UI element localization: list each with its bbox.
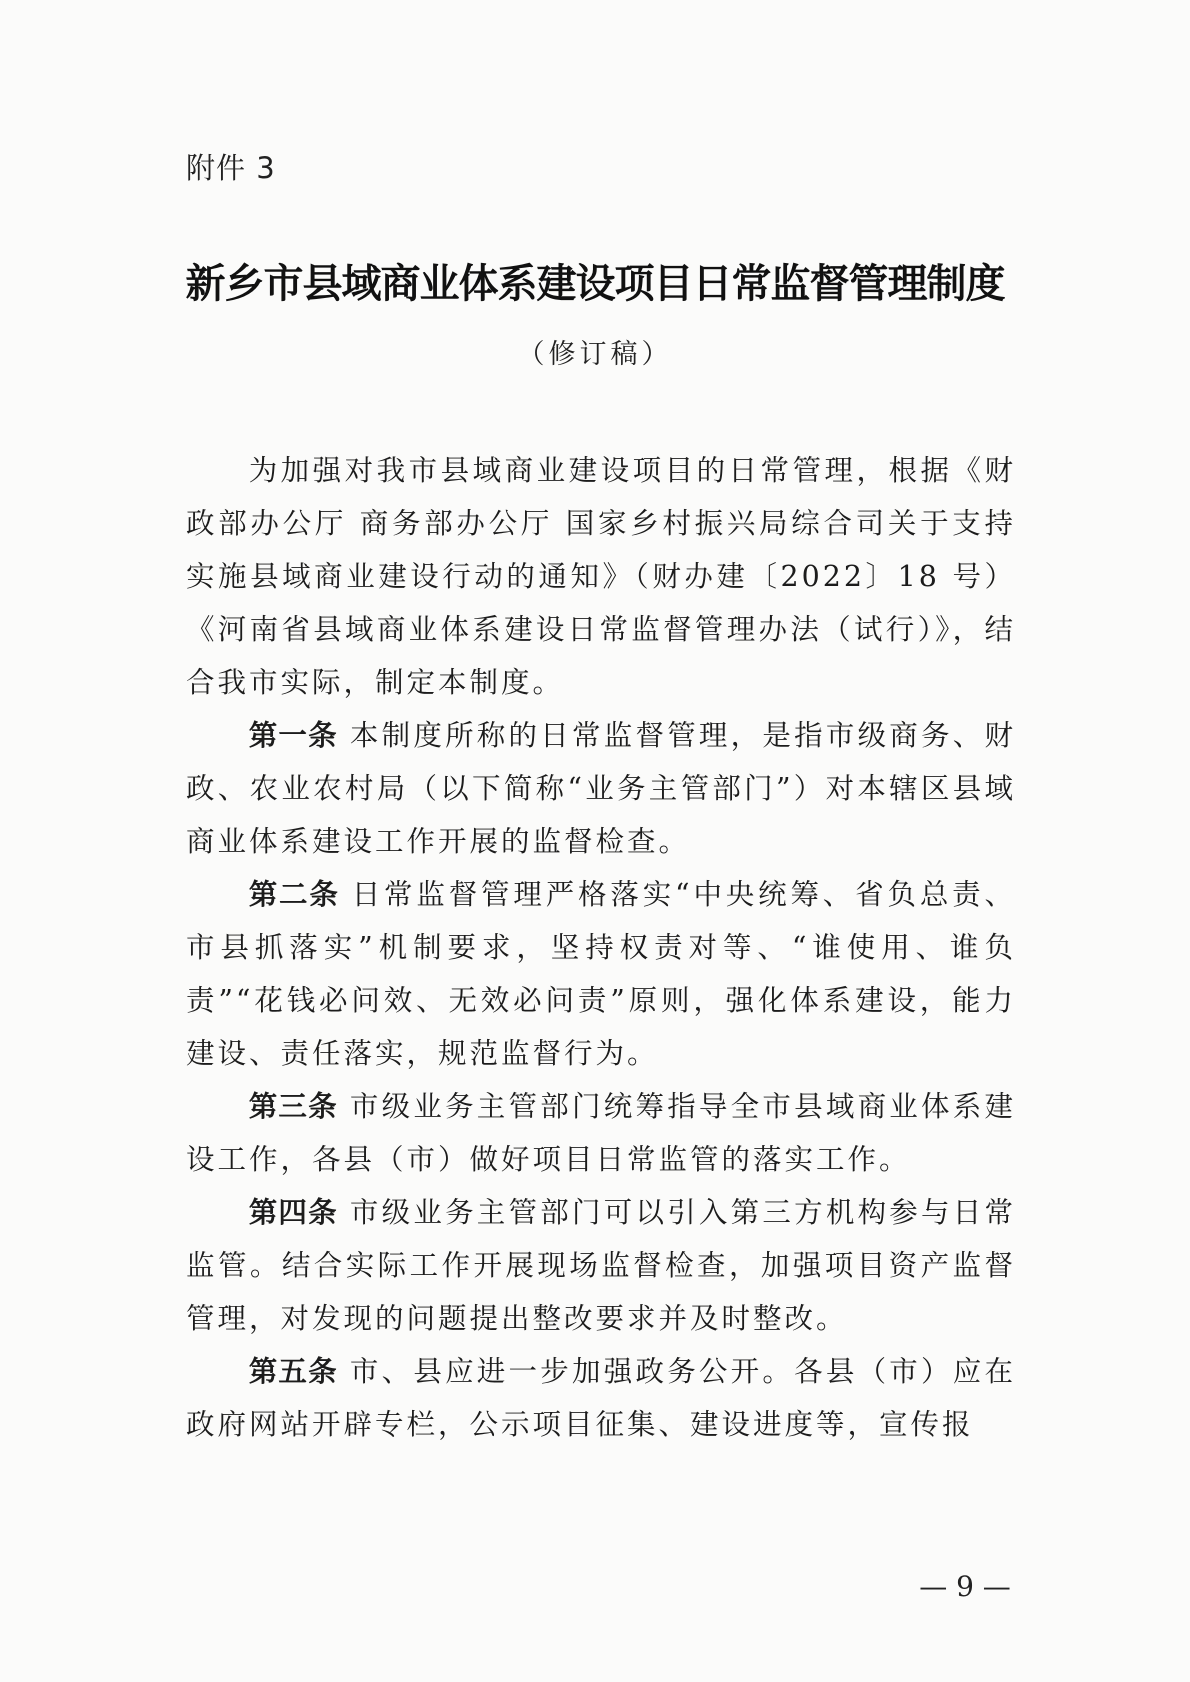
paragraph-text: 本制度所称的日常监督管理，是指市级商务、财政、农业农村局（以下简称“业务主管部门”）对本辖区县域商业体系建设工作开展的监督检查。 [186,719,1016,858]
paragraph-article-5 [186,1345,1016,1451]
page-number: — 9 — [919,1570,1011,1603]
document-title: 新乡市县域商业体系建设项目日常监督管理制度 [185,261,1005,307]
article-label: 第一条 [248,719,338,752]
document-subtitle: （修订稿） [517,339,673,370]
attachment-label: 附件 3 [186,151,276,185]
paragraph-article-1 [186,709,1016,868]
paragraph-text: 市、县应进一步加强政务公开。各县（市）应在政府网站开辟专栏，公示项目征集、建设进度等，宣传报 [186,1355,1016,1441]
article-label: 第三条 [248,1090,338,1123]
paragraph-text: 市级业务主管部门可以引入第三方机构参与日常监管。结合实际工作开展现场监督检查，加强项目资产监督管理，对发现的问题提出整改要求并及时整改。 [186,1196,1016,1335]
paragraph-article-3 [186,1080,1016,1186]
paragraph-text: 为加强对我市县域商业建设项目的日常管理，根据《财政部办公厅 商务部办公厅 国家乡村振兴局综合司关于支持实施县域商业建设行动的通知》（财办建〔2022〕18 号）《河南省县域商业体系建设日常监督管理办法（试行）》，结合我市实际，制定本制度。 [186,454,1016,699]
paragraph-article-4 [186,1186,1016,1345]
paragraph-article-2 [186,868,1016,1080]
article-label: 第五条 [248,1355,338,1388]
paragraph-text: 市级业务主管部门统筹指导全市县域商业体系建设工作，各县（市）做好项目日常监管的落实工作。 [186,1090,1016,1176]
paragraph-preamble [186,444,1016,709]
paragraph-text: 日常监督管理严格落实“中央统筹、省负总责、市县抓落实”机制要求，坚持权责对等、“谁使用、谁负责”“花钱必问效、无效必问责”原则，强化体系建设，能力建设、责任落实，规范监督行为。 [186,878,1016,1070]
article-label: 第四条 [248,1196,338,1229]
document-body [186,444,1016,1451]
article-label: 第二条 [248,878,340,911]
